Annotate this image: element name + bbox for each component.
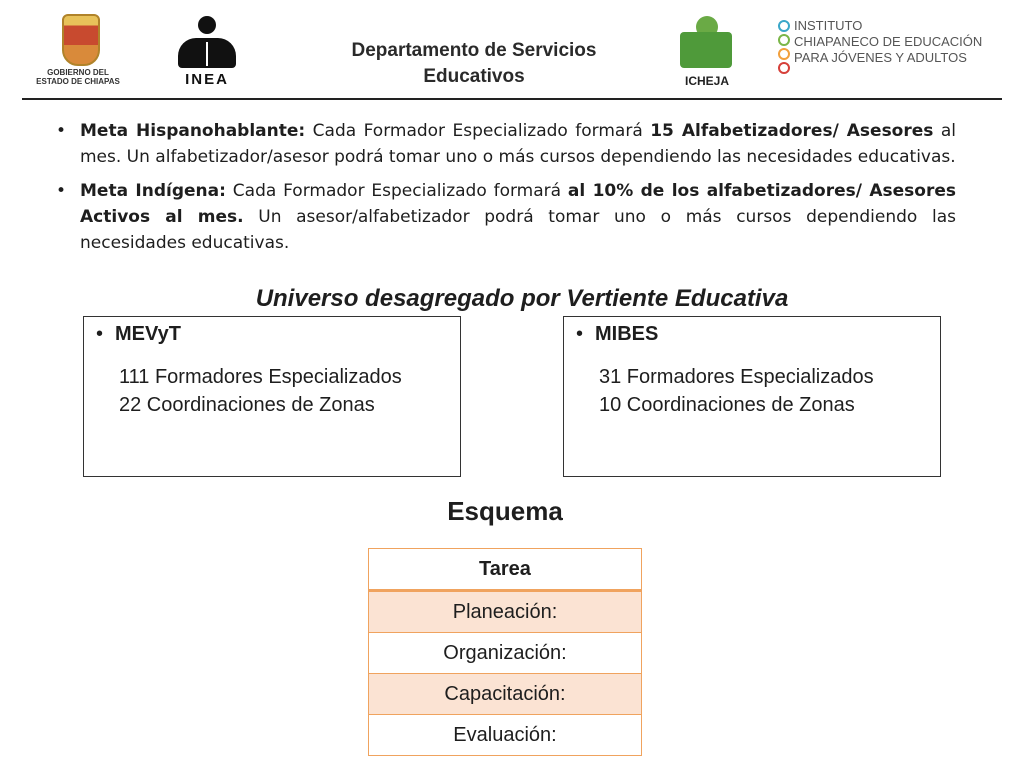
bullet-dot-icon: • bbox=[576, 323, 584, 345]
bullet-text: Cada Formador Especializado formará bbox=[225, 181, 568, 201]
bullet-text: Un asesor/alfabetizador podrá tomar uno o más cursos dependiendo las necesidades educativas. bbox=[80, 207, 956, 253]
section-title: Universo desagregado por Vertiente Educativa bbox=[255, 285, 789, 312]
bullet-text: al mes. Un alfabetizador/asesor podrá tomar uno o más cursos dependiendo las necesidades educativas. bbox=[80, 121, 957, 167]
gobierno-chiapas-logo bbox=[30, 12, 126, 90]
instituto-logo bbox=[778, 18, 988, 78]
icheja-book-icon bbox=[680, 32, 732, 68]
rings-icon bbox=[778, 20, 790, 76]
gob-logo-line-2: ESTADO DE CHIAPAS bbox=[36, 77, 120, 86]
meta-bullets bbox=[56, 118, 956, 264]
table-row: Planeación: bbox=[369, 591, 641, 632]
box-title: MEVyT bbox=[115, 323, 181, 345]
bullet-label: Meta Indígena: bbox=[80, 181, 226, 201]
bullet-meta-indigena bbox=[56, 178, 956, 256]
bullet-dot-icon: • bbox=[56, 181, 67, 201]
mibes-box bbox=[563, 316, 941, 477]
bullet-meta-hispanohablante bbox=[56, 118, 956, 170]
instituto-line-2: CHIAPANECO DE EDUCACIÓN bbox=[794, 34, 983, 49]
inea-logo bbox=[170, 12, 244, 90]
box-line-coordinaciones: 10 Coordinaciones de Zonas bbox=[599, 394, 855, 416]
icheja-logo bbox=[674, 14, 742, 90]
icheja-logo-text: ICHEJA bbox=[684, 74, 729, 88]
gob-logo-line-1: GOBIERNO DEL bbox=[47, 68, 109, 77]
bullet-dot-icon: • bbox=[56, 121, 67, 141]
instituto-line-3: PARA JÓVENES Y ADULTOS bbox=[794, 50, 967, 65]
page-title-line-1: Departamento de Servicios bbox=[351, 40, 597, 61]
table-row: Evaluación: bbox=[369, 714, 641, 755]
box-line-formadores: 111 Formadores Especializados bbox=[119, 366, 402, 388]
bullet-label: Meta Hispanohablante: bbox=[80, 121, 306, 141]
open-book-icon bbox=[178, 38, 236, 68]
inea-logo-text: INEA bbox=[185, 71, 229, 88]
esquema-title: Esquema bbox=[447, 496, 563, 526]
esquema-table bbox=[368, 548, 642, 756]
page-title-line-2: Educativos bbox=[423, 66, 525, 87]
bullet-text: Cada Formador Especializado formará bbox=[305, 121, 651, 141]
reader-head-icon bbox=[198, 16, 216, 34]
coat-of-arms-icon bbox=[62, 14, 100, 66]
table-header: Tarea bbox=[369, 549, 641, 591]
mevyt-box bbox=[83, 316, 461, 477]
box-title: MIBES bbox=[595, 323, 659, 345]
box-line-formadores: 31 Formadores Especializados bbox=[599, 366, 874, 388]
bullet-bold-text: 15 Alfabetizadores/ Asesores bbox=[650, 121, 934, 141]
bullet-bold-text: al 10% de los alfabetizadores/ Asesores Activos al mes. bbox=[80, 181, 956, 227]
box-line-coordinaciones: 22 Coordinaciones de Zonas bbox=[119, 394, 375, 416]
table-row: Capacitación: bbox=[369, 673, 641, 714]
bullet-dot-icon: • bbox=[96, 323, 104, 345]
table-row: Organización: bbox=[369, 632, 641, 673]
page-title bbox=[300, 38, 648, 90]
header-divider bbox=[22, 98, 1002, 100]
instituto-line-1: INSTITUTO bbox=[794, 18, 863, 33]
